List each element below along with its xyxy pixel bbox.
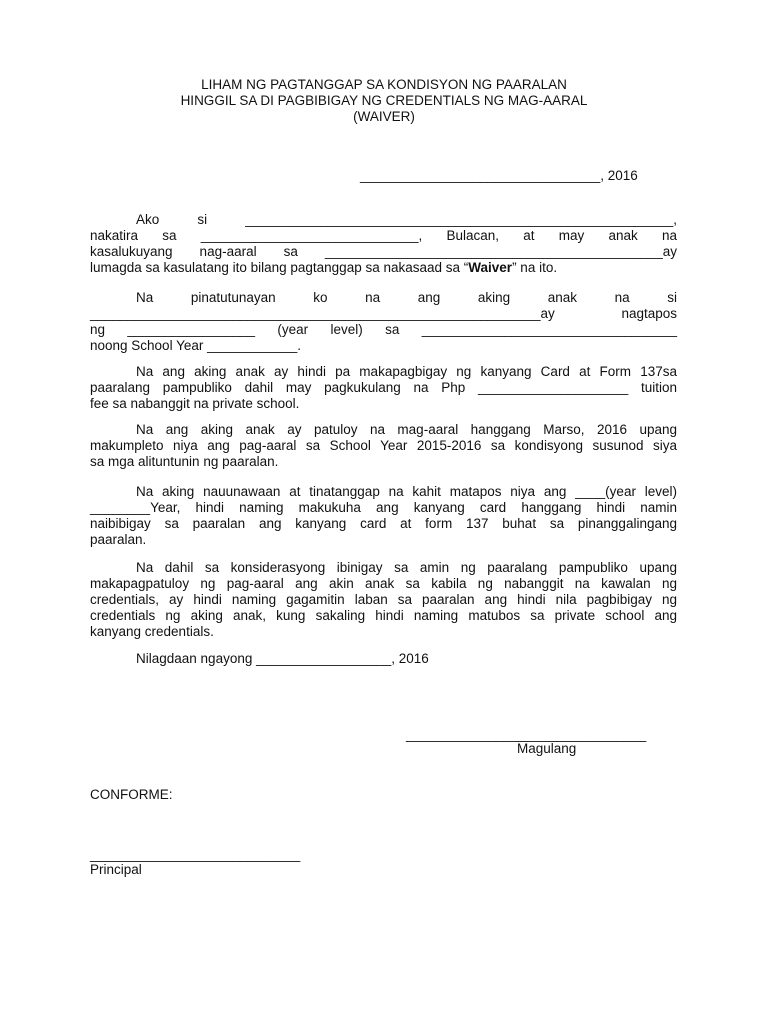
paragraph-line: makapagpatuloy ng pag-aaral ang akin anak sa kabila ng nabanggit na kawalan ng: [90, 576, 677, 591]
paragraph-line: Nilagdaan ngayong __________________, 2016: [136, 651, 429, 666]
paragraph-nauunawaan: [90, 484, 677, 548]
paragraph-line: ________Year, hindi naming makukuha ang kanyang card hanggang hindi namin: [90, 500, 677, 515]
paragraph-line: kasalukuyang nag-aaral sa _____________________________________________ay: [90, 244, 677, 259]
waiver-bold-word: Waiver: [468, 260, 513, 275]
paragraph-line: paaralang pampubliko dahil may pagkukulang na Php ____________________ tuition: [90, 380, 677, 395]
title-line-2: HINGGIL SA DI PAGBIBIGAY NG CREDENTIALS NG MAG-AARAL: [180, 93, 588, 108]
paragraph-konsiderasyon: [90, 560, 677, 640]
paragraph-line: Ako si _________________________________________________________,: [136, 212, 677, 227]
paragraph-line: ng _________________ (year level) sa __________________________________: [90, 322, 677, 337]
paragraph-line: paaralan.: [90, 532, 147, 547]
paragraph-line: Na aking nauunawaan at tinatanggap na kahit matapos niya ang ____(year level): [136, 484, 677, 499]
paragraph-line: naibibigay sa paaralan ang kanyang card at form 137 buhat sa pinanggalingang: [90, 516, 677, 531]
paragraph-pinatutunayan: [90, 290, 677, 354]
paragraph-line: ____________________________________________________________ay nagtapos: [90, 306, 677, 321]
paragraph-line: [90, 260, 677, 276]
paragraph-line: credentials, ay hindi naming gagamitin laban sa paaralan ang hindi nila pagbibigay ng: [90, 592, 677, 607]
paragraph-card-form: [90, 364, 677, 412]
principal-signature-line: ____________________________: [90, 847, 301, 862]
paragraph-line: credentials ng aking anak, kung sakaling hindi naming matubos sa private school ang: [90, 608, 677, 623]
paragraph-line: noong School Year ____________.: [90, 338, 301, 353]
paragraph-patuloy: [90, 422, 677, 470]
paragraph-line: Na ang aking anak ay hindi pa makapagbigay ng kanyang Card at Form 137sa: [136, 364, 677, 379]
date-line: ________________________________, 2016: [360, 168, 638, 183]
waiver-text-after: ” na ito.: [512, 260, 558, 275]
paragraph-line: makumpleto niya ang pag-aaral sa School Year 2015-2016 sa kondisyong susunod siya: [90, 438, 677, 453]
parent-signature-label: Magulang: [517, 741, 577, 756]
paragraph-line: Na ang aking anak ay patuloy na mag-aaral hanggang Marso, 2016 upang: [136, 422, 677, 437]
title-line-3: (WAIVER): [353, 109, 415, 124]
document-title: [0, 77, 768, 125]
paragraph-ako-si: [90, 212, 677, 276]
paragraph-line: nakatira sa _____________________________, Bulacan, at may anak na: [90, 228, 677, 243]
paragraph-line: Na dahil sa konsiderasyong ibinigay sa amin ng paaralang pampubliko upang: [136, 560, 677, 575]
paragraph-line: kanyang credentials.: [90, 624, 214, 639]
paragraph-line: sa mga alituntunin ng paaralan.: [90, 454, 279, 469]
conforme-label: CONFORME:: [90, 787, 173, 802]
principal-label: Principal: [90, 862, 142, 877]
waiver-text-before: lumagda sa kasulatang ito bilang pagtanggap sa nakasaad sa “: [90, 260, 469, 275]
parent-signature-line: ________________________________: [406, 727, 647, 742]
paragraph-nilagdaan: [90, 651, 677, 667]
paragraph-line: fee sa nabanggit na private school.: [90, 396, 300, 411]
title-line-1: LIHAM NG PAGTANGGAP SA KONDISYON NG PAARALAN: [201, 77, 567, 92]
paragraph-line: Na pinatutunayan ko na ang aking anak na si: [136, 290, 677, 305]
